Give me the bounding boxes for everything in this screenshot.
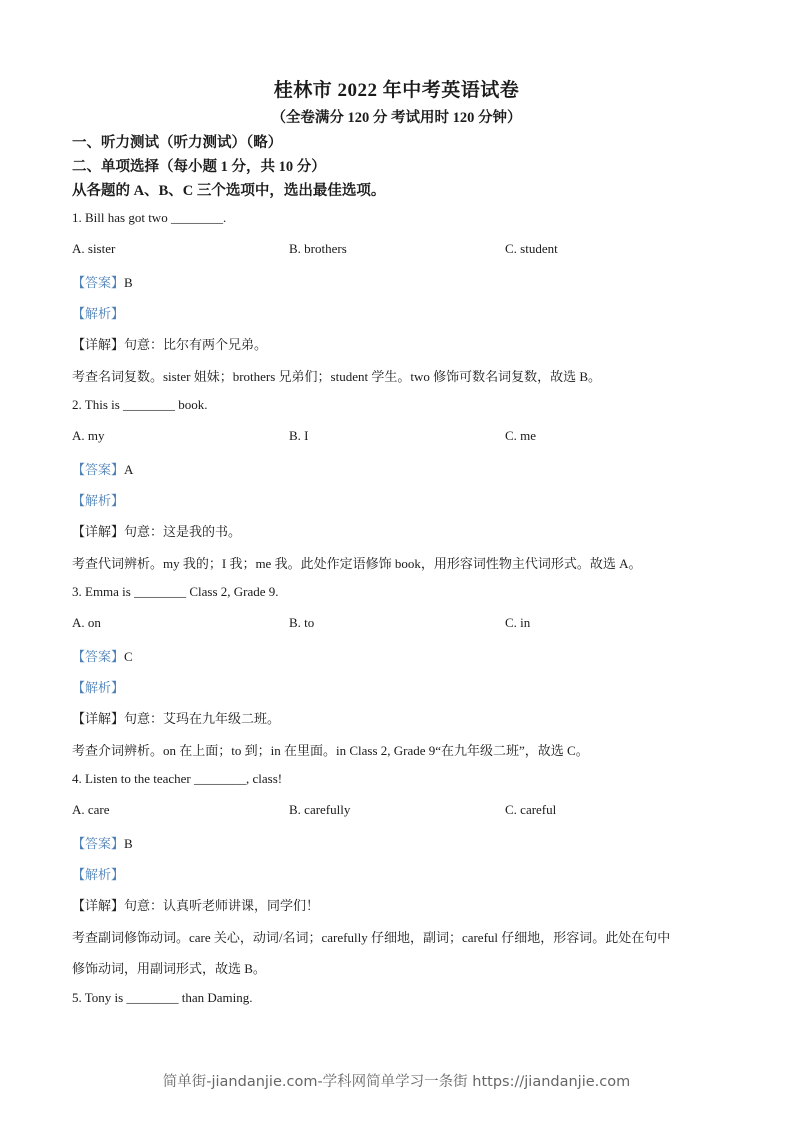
- detail-text: 句意：这是我的书。: [124, 524, 242, 539]
- option-c: C. in: [505, 615, 531, 630]
- detail-line: [72, 708, 280, 727]
- analysis-label: 【解析】: [72, 493, 125, 508]
- answer-line: [72, 272, 133, 291]
- question-stem: 4. Listen to the teacher ________, class!: [72, 771, 283, 786]
- detail-text: 句意：认真听老师讲课，同学们！: [124, 898, 320, 913]
- option-b: B. to: [289, 615, 315, 630]
- answer-line: [72, 646, 133, 665]
- question-options: [72, 615, 772, 633]
- option-c: C. me: [505, 428, 537, 443]
- detail-line: [72, 334, 267, 353]
- analysis-label: 【解析】: [72, 680, 125, 695]
- option-b: B. carefully: [289, 802, 351, 817]
- option-b: B. brothers: [289, 241, 347, 256]
- answer-value: C: [124, 649, 133, 664]
- page-subtitle: （全卷满分 120 分 考试用时 120 分钟）: [271, 110, 522, 126]
- answer-line: [72, 459, 133, 478]
- question-stem: 5. Tony is ________ than Daming.: [72, 990, 253, 1005]
- explanation-text: 考查副词修饰动词。care 关心，动词/名词；carefully 仔细地，副词；careful 仔细地，形容词。此处在句中: [72, 930, 671, 945]
- answer-value: B: [124, 275, 133, 290]
- question-options: [72, 802, 772, 820]
- detail-line: [72, 895, 319, 914]
- watermark-footer: 简单街-jiandanjie.com-学科网简单学习一条街 https://jiandanjie.com: [162, 1074, 631, 1090]
- answer-label: 【答案】: [72, 649, 125, 664]
- section-listening: 一、听力测试（听力测试）（略）: [72, 135, 283, 151]
- question-options: [72, 428, 772, 446]
- option-a: A. my: [72, 428, 105, 443]
- answer-label: 【答案】: [72, 462, 125, 477]
- section-single-choice: 二、单项选择（每小题 1 分，共 10 分）: [72, 159, 326, 175]
- detail-text: 句意：比尔有两个兄弟。: [124, 337, 268, 352]
- option-c: C. careful: [505, 802, 557, 817]
- question-stem: 3. Emma is ________ Class 2, Grade 9.: [72, 584, 279, 599]
- explanation-text: 考查代词辨析。my 我的；I 我；me 我。此处作定语修饰 book，用形容词性物主代词形式。故选 A。: [72, 556, 642, 571]
- page-title: 桂林市 2022 年中考英语试卷: [273, 80, 520, 101]
- answer-label: 【答案】: [72, 275, 125, 290]
- question-stem: 1. Bill has got two ________.: [72, 210, 227, 225]
- question-stem: 2. This is ________ book.: [72, 397, 208, 412]
- option-c: C. student: [505, 241, 558, 256]
- detail-label: 【详解】: [72, 898, 125, 913]
- analysis-label: 【解析】: [72, 306, 125, 321]
- detail-text: 句意：艾玛在九年级二班。: [124, 711, 281, 726]
- answer-line: [72, 833, 133, 852]
- answer-value: B: [124, 836, 133, 851]
- explanation-text: 考查名词复数。sister 姐妹；brothers 兄弟们；student 学生。two 修饰可数名词复数，故选 B。: [72, 369, 602, 384]
- detail-label: 【详解】: [72, 337, 125, 352]
- detail-label: 【详解】: [72, 711, 125, 726]
- explanation-text-cont: 修饰动词，用副词形式，故选 B。: [72, 961, 266, 976]
- answer-label: 【答案】: [72, 836, 125, 851]
- section-instruction: 从各题的 A、B、C 三个选项中，选出最佳选项。: [72, 183, 386, 199]
- option-a: A. care: [72, 802, 110, 817]
- answer-value: A: [124, 462, 134, 477]
- question-options: [72, 241, 772, 259]
- option-a: A. on: [72, 615, 101, 630]
- analysis-label: 【解析】: [72, 867, 125, 882]
- explanation-text: 考查介词辨析。on 在上面；to 到；in 在里面。in Class 2, Grade 9“在九年级二班”，故选 C。: [72, 743, 589, 758]
- detail-label: 【详解】: [72, 524, 125, 539]
- option-b: B. I: [289, 428, 309, 443]
- detail-line: [72, 521, 241, 540]
- option-a: A. sister: [72, 241, 116, 256]
